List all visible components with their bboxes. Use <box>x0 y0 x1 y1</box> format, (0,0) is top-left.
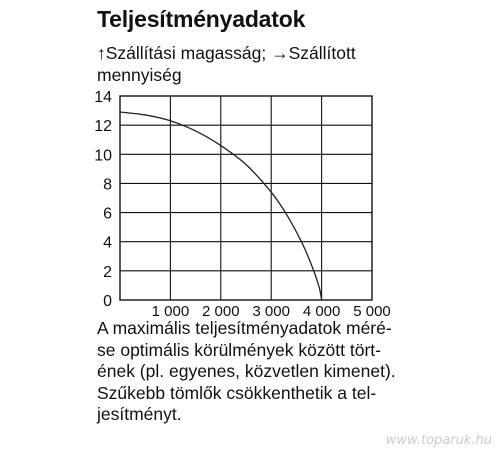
watermark: www.toparuk.hu <box>385 433 492 448</box>
y-tick-label: 8 <box>103 176 112 194</box>
y-tick-labels <box>94 89 112 310</box>
y-tick-label: 2 <box>103 263 112 281</box>
y-tick-label: 10 <box>94 147 112 165</box>
y-tick-label: 4 <box>103 234 112 252</box>
chart-title: Teljesítményadatok <box>97 6 306 32</box>
chart-grid <box>120 96 372 300</box>
x-tick-label: 2 000 <box>202 303 240 320</box>
y-tick-label: 14 <box>94 89 112 106</box>
y-tick-label: 6 <box>103 205 112 223</box>
plot-frame <box>120 96 372 300</box>
x-tick-label: 5 000 <box>353 303 391 320</box>
performance-note: A maximális teljesítményadatok mérése optimális körülmények között történek (pl. egyenes, közvetlen kimenet). Szűkebb tömlők csökkenthetik a teljesítményt. <box>97 318 396 424</box>
y-tick-label: 12 <box>94 118 112 136</box>
y-tick-label: 0 <box>103 293 112 310</box>
x-tick-label: 4 000 <box>302 303 341 320</box>
x-tick-label: 1 000 <box>151 303 190 320</box>
x-tick-label: 3 000 <box>252 303 290 320</box>
axis-description: ↑Szállítási magasság; →Szállított mennyiség <box>97 43 356 85</box>
